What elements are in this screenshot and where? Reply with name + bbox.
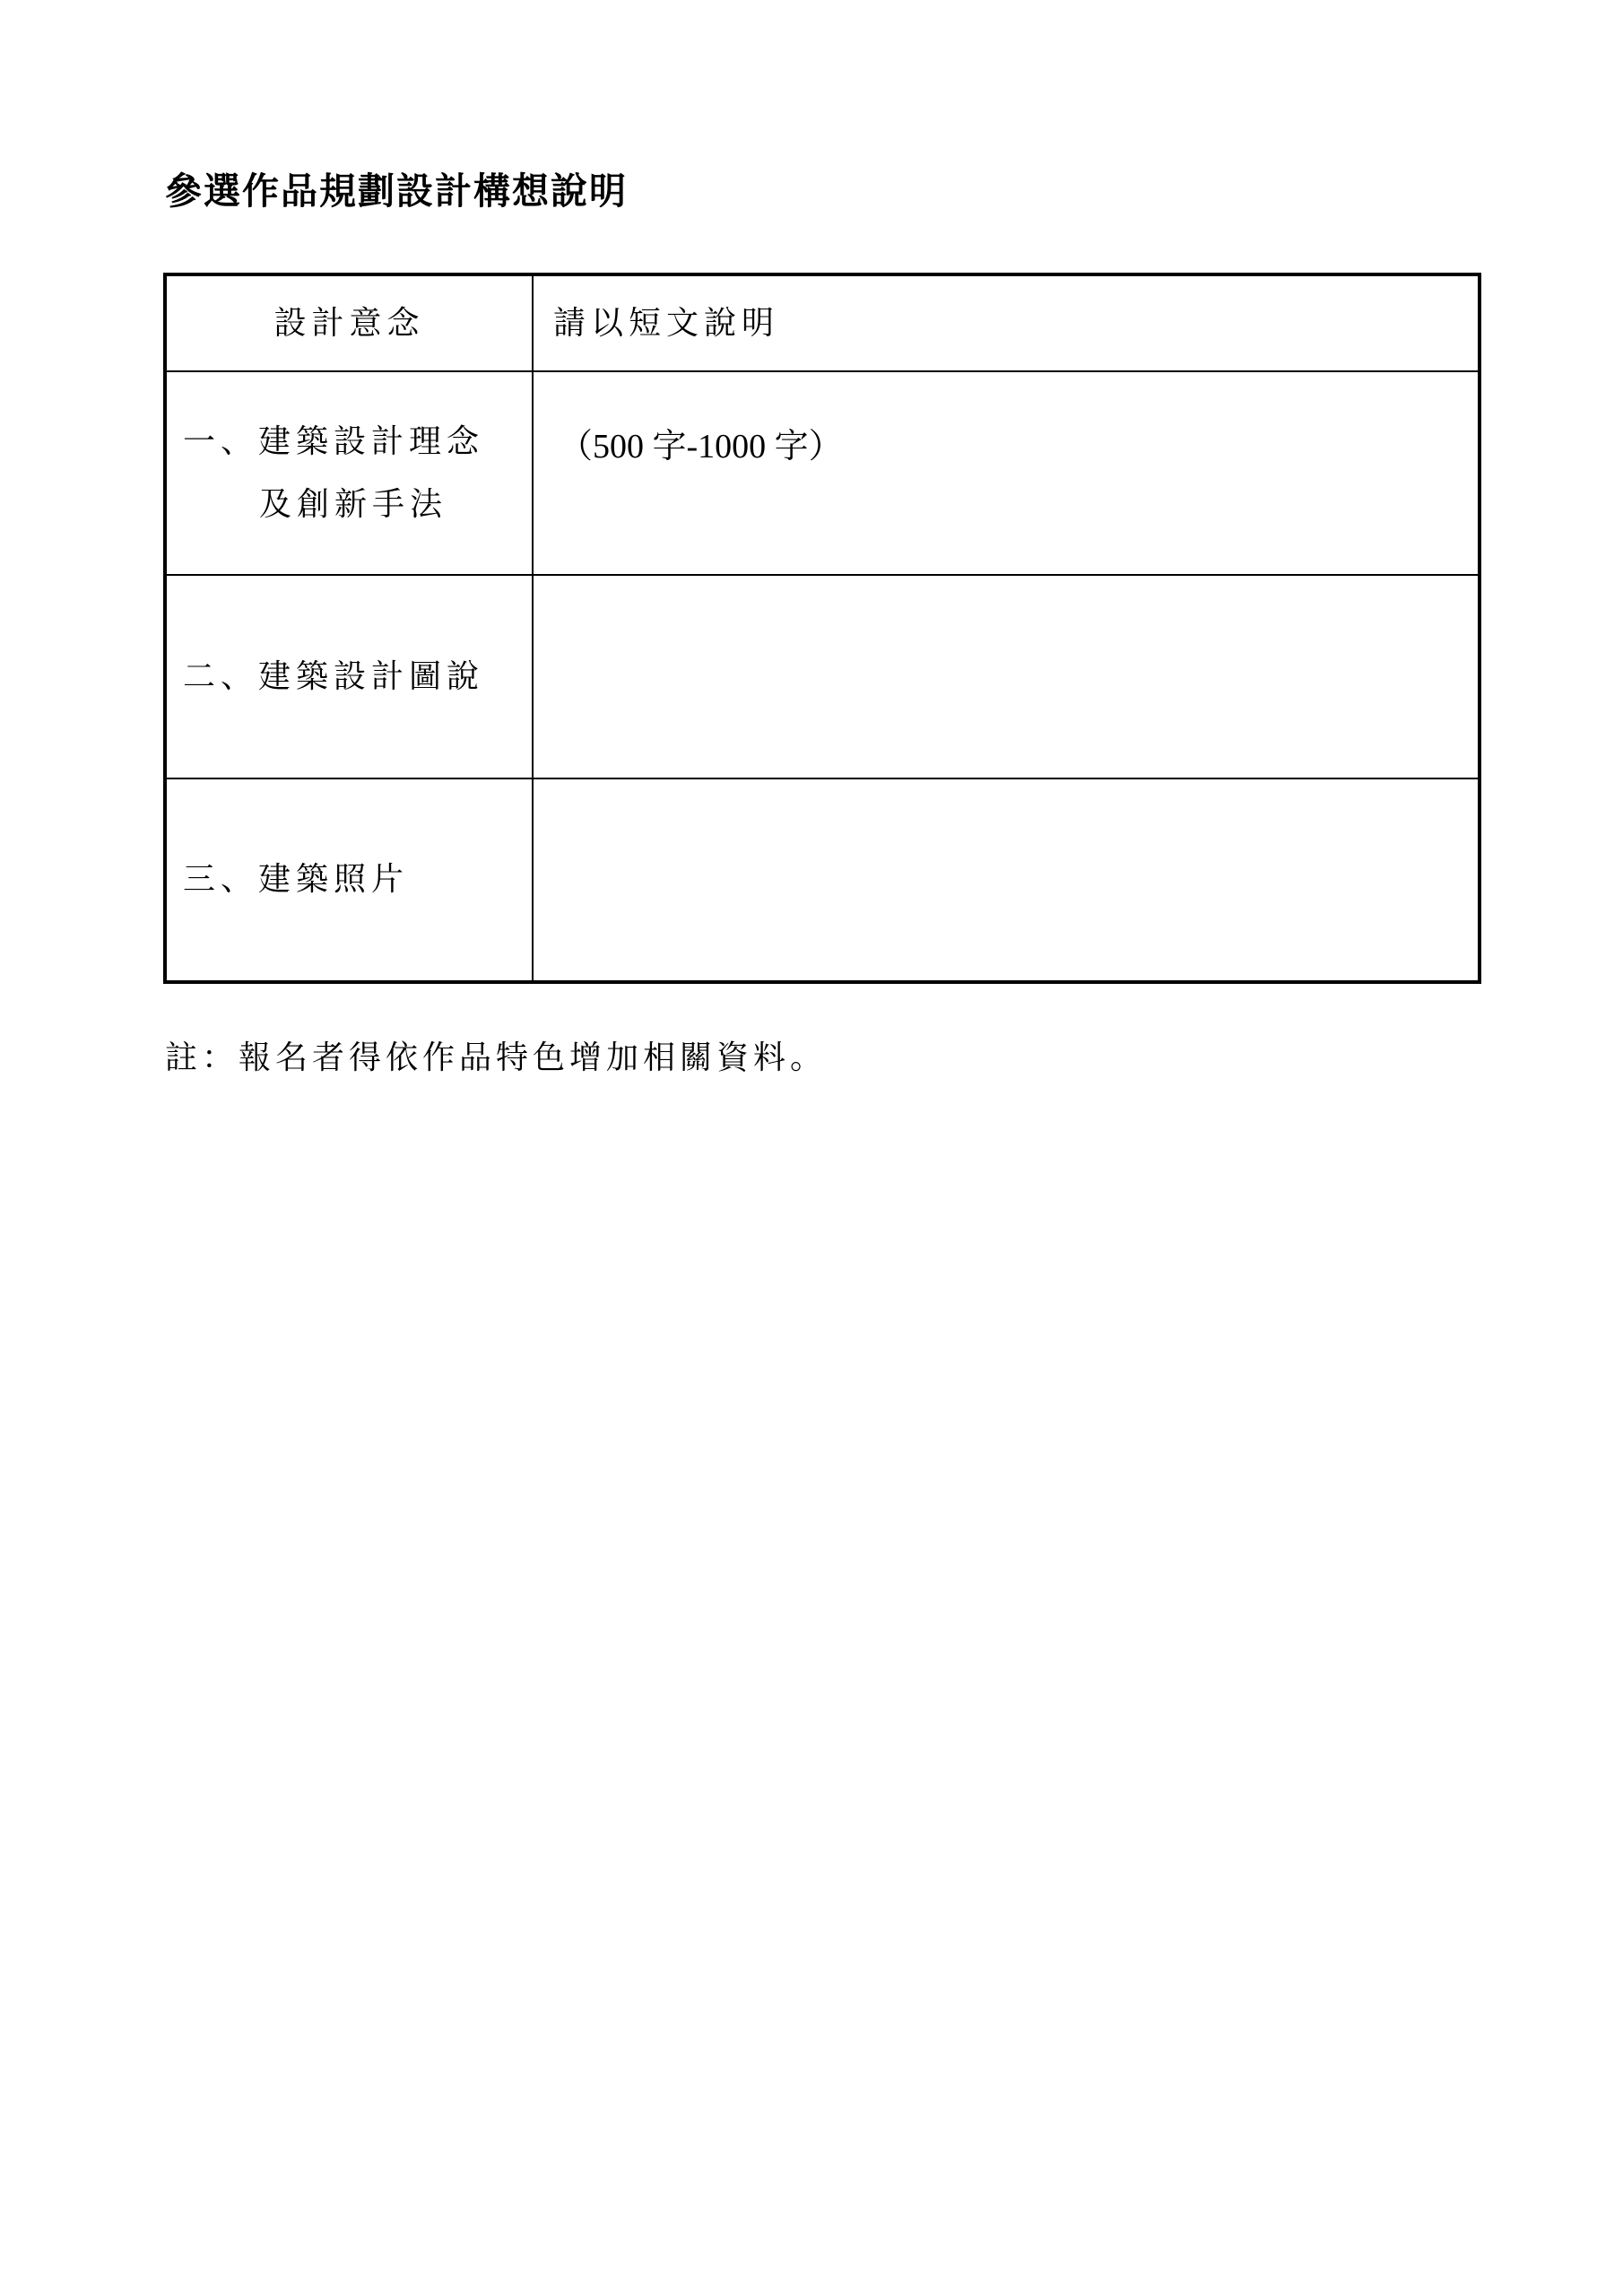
content-cell-design-concept[interactable] bbox=[533, 371, 1480, 575]
table-row bbox=[165, 575, 1480, 778]
table-row bbox=[165, 371, 1480, 575]
item-label-line: 三、建築照片 bbox=[183, 861, 410, 898]
item-label-line: 及創新手法 bbox=[259, 485, 448, 523]
header-short-description: 請以短文說明 bbox=[533, 274, 1480, 371]
table-header-row bbox=[165, 274, 1480, 371]
design-concept-table bbox=[163, 273, 1481, 984]
item-label-building-photos bbox=[165, 778, 533, 982]
item-label-line: 一、建築設計理念 bbox=[183, 422, 485, 460]
item-label-line: 二、建築設計圖說 bbox=[183, 657, 485, 695]
item-label-design-drawings bbox=[165, 575, 533, 778]
item-label-design-concept bbox=[165, 371, 533, 575]
word-count-hint: （500 字-1000 字） bbox=[559, 428, 843, 465]
header-design-concept: 設計意念 bbox=[165, 274, 533, 371]
content-cell-building-photos[interactable] bbox=[533, 778, 1480, 982]
footnote: 註：報名者得依作品特色增加相關資料。 bbox=[165, 1039, 828, 1076]
page-title: 參選作品規劃設計構想說明 bbox=[165, 170, 628, 213]
content-cell-design-drawings[interactable] bbox=[533, 575, 1480, 778]
table-row bbox=[165, 778, 1480, 982]
